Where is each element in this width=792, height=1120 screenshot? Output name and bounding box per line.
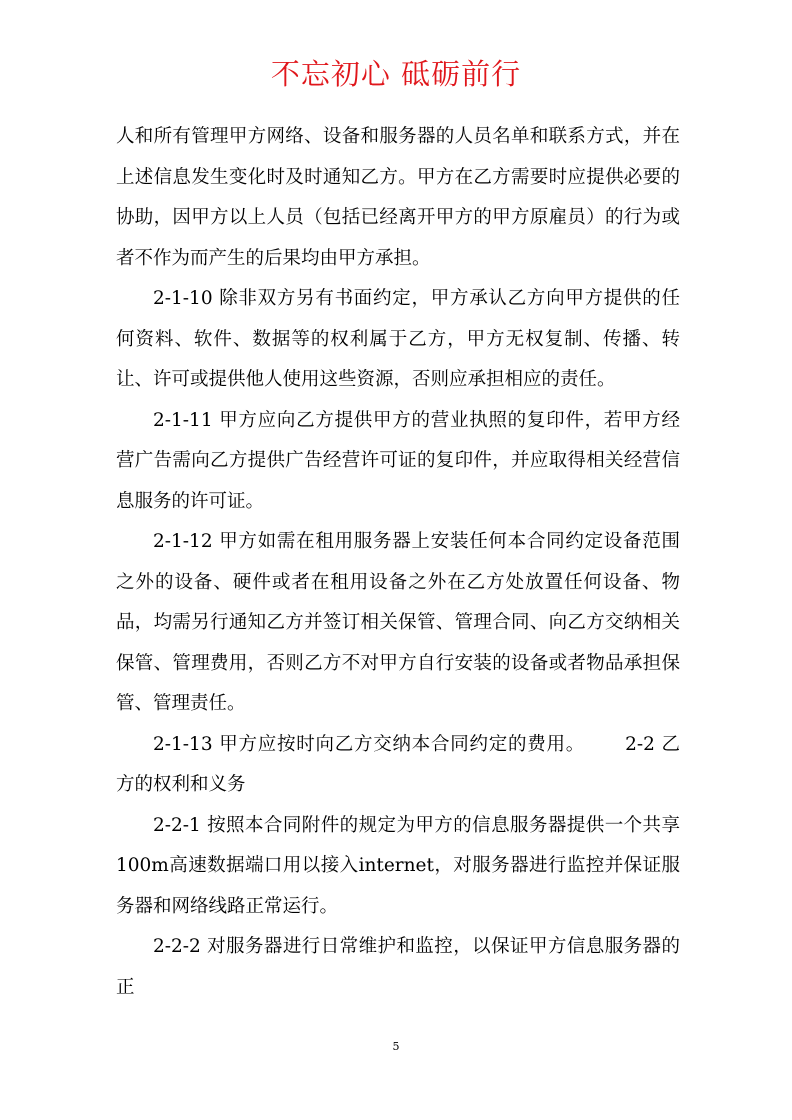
paragraph-continuation: 人和所有管理甲方网络、设备和服务器的人员名单和联系方式，并在上述信息发生变化时及时通知乙方。甲方在乙方需要时应提供必要的协助，因甲方以上人员（包括已经离开甲方的甲方原雇员）的行为或者不作为而产生的后果均由甲方承担。: [116, 126, 680, 269]
paragraph-2-1-12: 2-1-12 甲方如需在租用服务器上安装任何本合同约定设备范围之外的设备、硬件或者在租用设备之外在乙方处放置任何设备、物品，均需另行通知乙方并签订相关保管、管理合同、向乙方交纳相关保管、管理费用，否则乙方不对甲方自行安装的设备或者物品承担保管、管理责任。: [116, 531, 680, 714]
page-number: 5: [392, 1040, 400, 1053]
page-header-title: 不忘初心 砥砺前行: [270, 57, 522, 91]
paragraph-2-2-1: 2-2-1 按照本合同附件的规定为甲方的信息服务器提供一个共享100m高速数据端口用以接入internet，对服务器进行监控并保证服务器和网络线路正常运行。: [116, 814, 680, 917]
section-heading-2-2: 2-2 乙方的权利和义务: [116, 733, 680, 795]
paragraph-2-2-2: 2-2-2 对服务器进行日常维护和监控，以保证甲方信息服务器的正: [116, 936, 680, 998]
paragraph-2-1-13: [116, 725, 680, 806]
paragraph-2-1-10: 2-1-10 除非双方另有书面约定，甲方承认乙方向甲方提供的任何资料、软件、数据等的权利属于乙方，甲方无权复制、传播、转让、许可或提供他人使用这些资源，否则应承担相应的责任。: [116, 288, 680, 390]
clause-2-1-13-text: 2-1-13 甲方应按时向乙方交纳本合同约定的费用。: [153, 733, 586, 755]
paragraph-2-1-11: 2-1-11 甲方应向乙方提供甲方的营业执照的复印件，若甲方经营广告需向乙方提供广告经营许可证的复印件，并应取得相关经营信息服务的许可证。: [116, 409, 680, 512]
document-body: [116, 117, 680, 1008]
